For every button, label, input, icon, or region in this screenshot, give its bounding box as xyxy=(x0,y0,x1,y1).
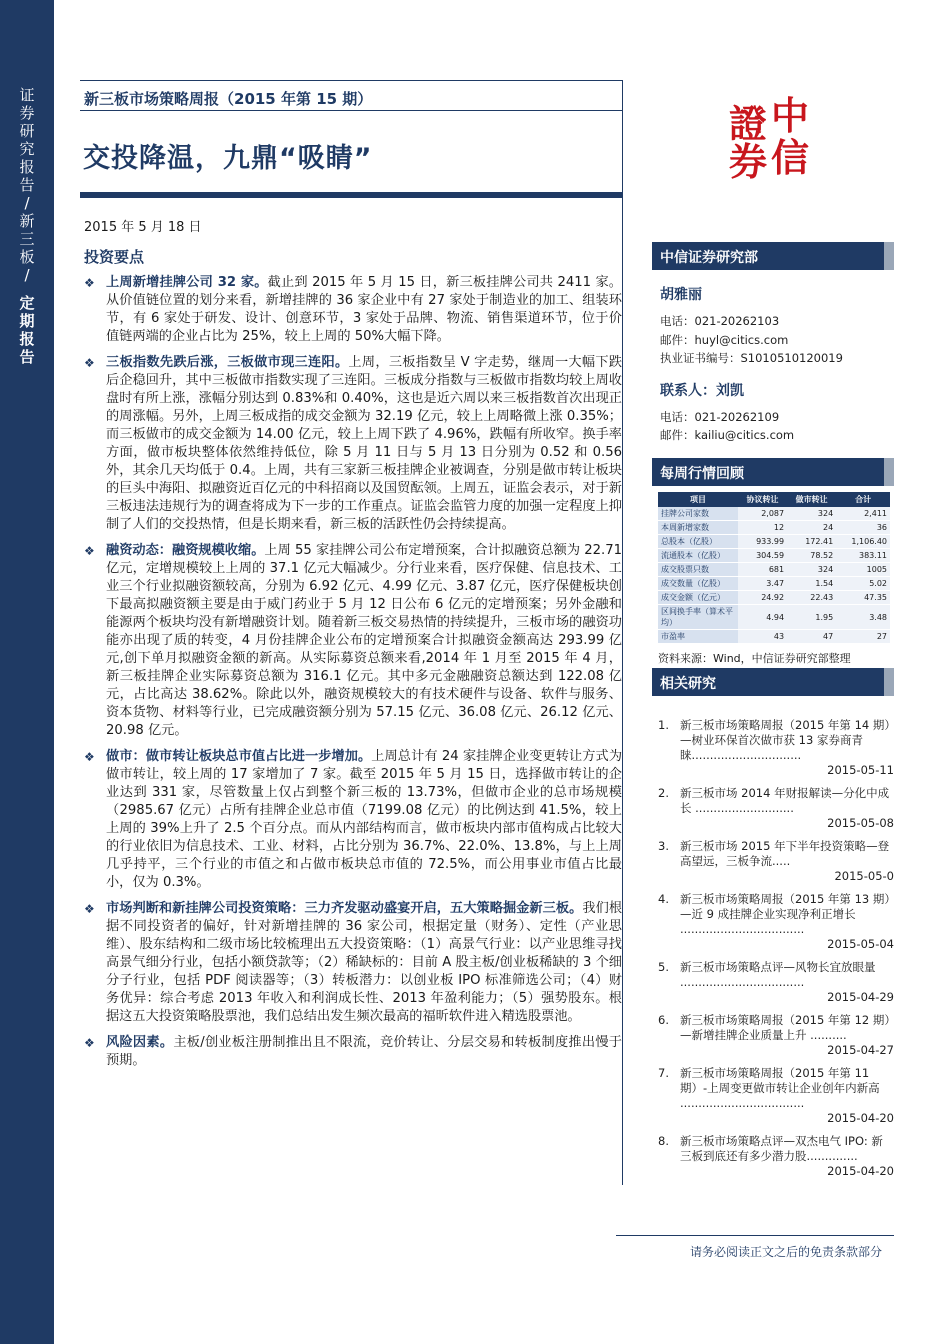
cell-value: 78.52 xyxy=(787,549,836,563)
citic-logo xyxy=(727,93,817,184)
contact-person: 联系人：刘凯 xyxy=(660,382,744,399)
cell-value: 36 xyxy=(836,521,890,535)
contact-email: 邮件：kailiu@citics.com xyxy=(660,428,795,442)
related-research-header: 相关研究 xyxy=(652,668,894,696)
footer-disclaimer: 请务必阅读正文之后的免责条款部分 xyxy=(690,1245,883,1259)
related-item-title: 新三板市场策略点评—双杰电气 IPO: 新三板到底还有多少潜力股.............. xyxy=(680,1134,883,1163)
related-list xyxy=(652,718,894,1179)
table-row xyxy=(658,563,890,577)
page-title: 交投降温，九鼎“吸睛” xyxy=(83,143,373,174)
bullet-text: 截止到 2015 年 5 月 15 日，新三板挂牌公司共 2411 家。从价值链位置的划分来看，新增挂牌的 36 家企业中有 27 家处于制造业的加工、组装环节，有 6 家处于研发、设计、创意环节，3 家处于品牌、物流、销售渠道环节，位于价值链两端的企业占比为 25%，较上上周的 50%大幅下降。 xyxy=(106,275,622,344)
related-item-title: 新三板市场策略周报（2015 年第 14 期）—树业环保首次做市获 13 家券商青睐.............................. xyxy=(680,718,891,762)
related-item[interactable] xyxy=(652,892,894,952)
report-date: 2015 年 5 月 18 日 xyxy=(84,220,202,235)
row-label: 成交股票只数 xyxy=(658,563,738,577)
cell-value: 383.11 xyxy=(836,549,890,563)
sidebar-char-bold: 定 xyxy=(19,294,35,312)
related-item-date: 2015-05-04 xyxy=(827,937,894,951)
cell-value: 47 xyxy=(787,630,836,644)
weekly-review-header: 每周行情回顾 xyxy=(652,458,894,486)
row-label: 区间换手率（算术平均） xyxy=(658,605,738,630)
related-item[interactable] xyxy=(652,960,894,1005)
sidebar-char: 板 xyxy=(19,248,35,266)
logo-char: 證 xyxy=(729,101,768,146)
related-item-title: 新三板市场策略周报（2015 年第 12 期）—新增挂牌企业质量上升 .......... xyxy=(680,1013,891,1042)
related-item[interactable] xyxy=(652,1013,894,1058)
related-item-number: 5. xyxy=(658,960,669,974)
sidebar-char: 报 xyxy=(19,158,35,176)
bullet-lead: 风险因素。 xyxy=(106,1035,174,1050)
cell-value: 324 xyxy=(787,563,836,577)
main-content xyxy=(84,274,622,1078)
row-label: 流通股本（亿股） xyxy=(658,549,738,563)
table-row xyxy=(658,521,890,535)
cell-value: 22.43 xyxy=(787,591,836,605)
bullet-lead: 做市：做市转让板块总市值占比进一步增加。 xyxy=(106,749,372,764)
bullet-lead: 市场判断和新挂牌公司投资策略：三力齐发驱动盛宴开启，五大策略掘金新三板。 xyxy=(106,901,583,916)
logo-char: 信 xyxy=(771,135,810,180)
sidebar-char: 三 xyxy=(19,230,35,248)
cell-value: 1.54 xyxy=(787,577,836,591)
bullet-item xyxy=(84,542,622,740)
author-phone: 电话：021-20262103 xyxy=(660,314,780,328)
table-row xyxy=(658,549,890,563)
related-item-number: 2. xyxy=(658,786,669,800)
cell-value: 172.41 xyxy=(787,535,836,549)
row-label: 成交数量（亿股） xyxy=(658,577,738,591)
column-header: 项目 xyxy=(658,492,738,507)
sidebar-label xyxy=(17,86,37,366)
column-header: 协议转让 xyxy=(738,492,787,507)
cell-value: 1005 xyxy=(836,563,890,577)
bullet-text: 上周总计有 24 家挂牌企业变更转让方式为做市转让，较上周的 17 家增加了 7 家。截至 2015 年 5 月 15 日，选择做市转让的企业达到 331 家，尽管数量上仅占到整个新三板的 13.73%，但做市企业的总市场规模（2985.67 亿元）占所有挂牌企业总市值（7199.08 亿元）的比例达到 41.5%，较上上周的 39%上升了 2.5 个百分点。而从内部结构而言，做市板块内部市值构成占比较大的行业依旧为信息技术、工业、材料，占比分别为 36.7%、22.0%、13.8%，与上上周几乎持平，三个行业的市值之和占做市板块总市值的 72.5%，而公用事业市值占比最小，仅为 0.3%。 xyxy=(106,749,623,890)
related-item[interactable] xyxy=(652,718,894,778)
related-item-number: 8. xyxy=(658,1134,669,1148)
header-rule-mid xyxy=(80,110,622,111)
related-item-number: 3. xyxy=(658,839,669,853)
table-row xyxy=(658,605,890,630)
related-item-date: 2015-04-20 xyxy=(827,1164,894,1178)
bullet-item xyxy=(84,748,622,892)
sidebar xyxy=(0,0,54,1344)
cell-value: 4.94 xyxy=(738,605,787,630)
related-item-number: 1. xyxy=(658,718,669,732)
bullet-lead: 上周新增挂牌公司 32 家。 xyxy=(106,275,268,290)
row-label: 市盈率 xyxy=(658,630,738,644)
bullet-item xyxy=(84,1034,622,1070)
related-item-number: 4. xyxy=(658,892,669,906)
cell-value: 47.35 xyxy=(836,591,890,605)
market-table xyxy=(658,492,890,644)
related-item-title: 新三板市场 2014 年财报解读—分化中成长 ........................... xyxy=(680,786,890,815)
section-title: 投资要点 xyxy=(84,248,145,266)
related-item-number: 7. xyxy=(658,1066,669,1080)
bullet-text: 我们根据不同投资者的偏好，针对新增挂牌的 36 家公司，根据定量（财务）、定性（产业思维）、股东结构和二级市场比较梳理出五大投资策略：（1）高景气行业：以产业思维寻找高景气细分行业，包括小额贷款等；（2）稀缺标的：目前 A 股主板/创业板稀缺的 3 个细分子行业，包括 PDF 阅读器等；（3）转板潜力：以创业板 IPO 标准筛选公司；（4）财务优异：综合考虑 2013 年收入和利润成长性、2013 年盈利能力；（5）强势股东。根据这五大投资策略股票池，我们总结出发生频次最高的福昕软件进入精选股票池。 xyxy=(106,901,623,1024)
related-item-date: 2015-05-0 xyxy=(834,869,894,883)
cell-value: 24 xyxy=(787,521,836,535)
table-row xyxy=(658,507,890,521)
related-item-title: 新三板市场策略点评—风物长宜放眼量 .................................. xyxy=(680,960,876,989)
related-item-date: 2015-05-11 xyxy=(827,763,894,777)
header-rule-top xyxy=(80,80,622,81)
cell-value: 3.47 xyxy=(738,577,787,591)
cell-value: 3.48 xyxy=(836,605,890,630)
series-title: 新三板市场策略周报（2015 年第 15 期） xyxy=(84,90,373,108)
related-item-date: 2015-04-29 xyxy=(827,990,894,1004)
table-source: 资料来源：Wind，中信证券研究部整理 xyxy=(658,652,851,665)
table-header-row xyxy=(658,492,890,507)
related-item[interactable] xyxy=(652,1134,894,1179)
bullet-item xyxy=(84,900,622,1026)
cell-value: 681 xyxy=(738,563,787,577)
bullet-text: 上周，三板指数呈 V 字走势，继周一大幅下跌后企稳回升，其中三板做市指数实现了三连阳。三板成分指数与三板做市指数均较上周收盘时有所上涨，涨幅分别达到 0.83%和 0.40%，这也是近六周以来三板指数首次出现正的周涨幅。另外，上周三板成指的成交金额为 32.19 亿元，较上上周略微上涨 0.35%；而三板做市的成交金额为 14.00 亿元，较上上周下跌了 4.96%，跌幅有所收窄。换手率方面，做市板块整体依然维持低位，除 5 月 11 日与 5 月 13 日分别为 0.52 和 0.56 外，其余几天均低于 0.4。上周，共有三家新三板挂牌企业被调查，分别是做市转让板块的巨头中海阳、拟融资近百亿元的中科招商以及国贸酝领。上周五，证监会表示，对于新三板违法违规行为的调查将成为下一步的工作重点。证监会监管力度的加强一定程度上抑制了人们的交投热情，但是长期来看，新三板的活跃性仍会持续提高。 xyxy=(106,355,622,532)
author-email: 邮件：huyl@citics.com xyxy=(660,332,789,347)
contact-phone: 电话：021-20262109 xyxy=(660,409,780,424)
bullet-item xyxy=(84,274,622,346)
cell-value: 933.99 xyxy=(738,535,787,549)
footer-rule xyxy=(616,1235,894,1236)
table-row xyxy=(658,535,890,549)
related-item[interactable] xyxy=(652,1066,894,1126)
bullet-text: 上周 55 家挂牌公司公布定增预案，合计拟融资总额为 22.71 亿元，定增规模较上上周的 37.1 亿元大幅减少。分行业来看，医疗保健、信息技术、工业三个行业拟融资额较高，分别为 6.92 亿元、4.99 亿元、3.87 亿元，医疗保健板块创下最高拟融资额主要是由于威门药业于 5 月 12 日公布 6 亿元的定增预案；另外金融和能源两个板块均没有新增融资计划。随着新三板交易热情的持续提升，三板市场的融资功能亦出现了质的转变，4 月份挂牌企业公布的定增预案合计拟融资金额高达 293.99 亿元,创下单月拟融资金额的新高。从实际募资总额来看,2014 年 1 月至 2015 年 4 月，新三板挂牌企业实际募资总额为 316.1 亿元。其中多元金融融资总额达到 122.08 亿元，占比高达 38.62%。除此以外，融资规模较大的有技术硬件与设备、软件与服务、资本货物、材料等行业，已完成融资额分别为 57.15 亿元、36.08 亿元、26.12 亿元、20.98 亿元。 xyxy=(106,543,623,738)
column-header: 做市转让 xyxy=(787,492,836,507)
related-item-number: 6. xyxy=(658,1013,669,1027)
title-rule xyxy=(80,192,622,198)
related-item-date: 2015-04-27 xyxy=(827,1043,894,1057)
cell-value: 43 xyxy=(738,630,787,644)
cell-value: 2,411 xyxy=(836,507,890,521)
bullet-item xyxy=(84,354,622,534)
related-item-date: 2015-04-20 xyxy=(827,1111,894,1125)
related-research-panel xyxy=(652,668,894,1187)
row-label: 成交金额（亿元） xyxy=(658,591,738,605)
cell-value: 1.95 xyxy=(787,605,836,630)
bullet-lead: 融资动态：融资规模收缩。 xyxy=(106,543,265,558)
row-label: 本周新增家数 xyxy=(658,521,738,535)
sidebar-char-bold: 报 xyxy=(19,330,35,348)
column-divider xyxy=(622,80,623,1185)
cell-value: 27 xyxy=(836,630,890,644)
related-item-title: 新三板市场策略周报（2015 年第 13 期）—近 9 成挂牌企业实现净利正增长 .................................. xyxy=(680,892,891,936)
sidebar-char-bold: 期 xyxy=(19,312,35,330)
logo-char: 中 xyxy=(771,93,810,138)
row-label: 挂牌公司家数 xyxy=(658,507,738,521)
related-item[interactable] xyxy=(652,786,894,831)
cell-value: 5.02 xyxy=(836,577,890,591)
related-item-title: 新三板市场策略周报（2015 年第 11 期）-上周变更做市转让企业创年内新高 .................................. xyxy=(680,1066,880,1110)
table-row xyxy=(658,577,890,591)
sidebar-char: 券 xyxy=(19,104,35,122)
sidebar-char: 究 xyxy=(19,140,35,158)
row-label: 总股本（亿股） xyxy=(658,535,738,549)
table-row xyxy=(658,591,890,605)
table-row xyxy=(658,630,890,644)
cell-value: 1,106.40 xyxy=(836,535,890,549)
sidebar-char: 研 xyxy=(19,122,35,140)
sidebar-char: / xyxy=(24,194,30,212)
cell-value: 2,087 xyxy=(738,507,787,521)
bullet-lead: 三板指数先跌后涨，三板做市现三连阳。 xyxy=(106,355,349,370)
sidebar-char: / xyxy=(24,266,30,284)
logo-char: 券 xyxy=(729,139,768,184)
research-dept-header: 中信证券研究部 xyxy=(652,242,894,270)
research-dept-panel xyxy=(652,242,894,445)
related-item-title: 新三板市场 2015 年下半年投资策略—登高望远，三板争流..... xyxy=(680,839,890,868)
author-name: 胡雅丽 xyxy=(660,287,702,303)
sidebar-char: 告 xyxy=(19,176,35,194)
sidebar-char-bold: 告 xyxy=(19,348,35,366)
bullet-text: 主板/创业板注册制推出且不限流，竞价转让、分层交易和转板制度推出慢于预期。 xyxy=(106,1035,622,1068)
cell-value: 24.92 xyxy=(738,591,787,605)
sidebar-char: 新 xyxy=(19,212,35,230)
cell-value: 304.59 xyxy=(738,549,787,563)
column-header: 合计 xyxy=(836,492,890,507)
author-license: 执业证书编号：S1010510120019 xyxy=(660,351,843,365)
cell-value: 324 xyxy=(787,507,836,521)
weekly-review-panel xyxy=(652,458,894,666)
sidebar-char: 证 xyxy=(19,86,35,104)
related-item[interactable] xyxy=(652,839,894,884)
cell-value: 12 xyxy=(738,521,787,535)
related-item-date: 2015-05-08 xyxy=(827,816,894,830)
